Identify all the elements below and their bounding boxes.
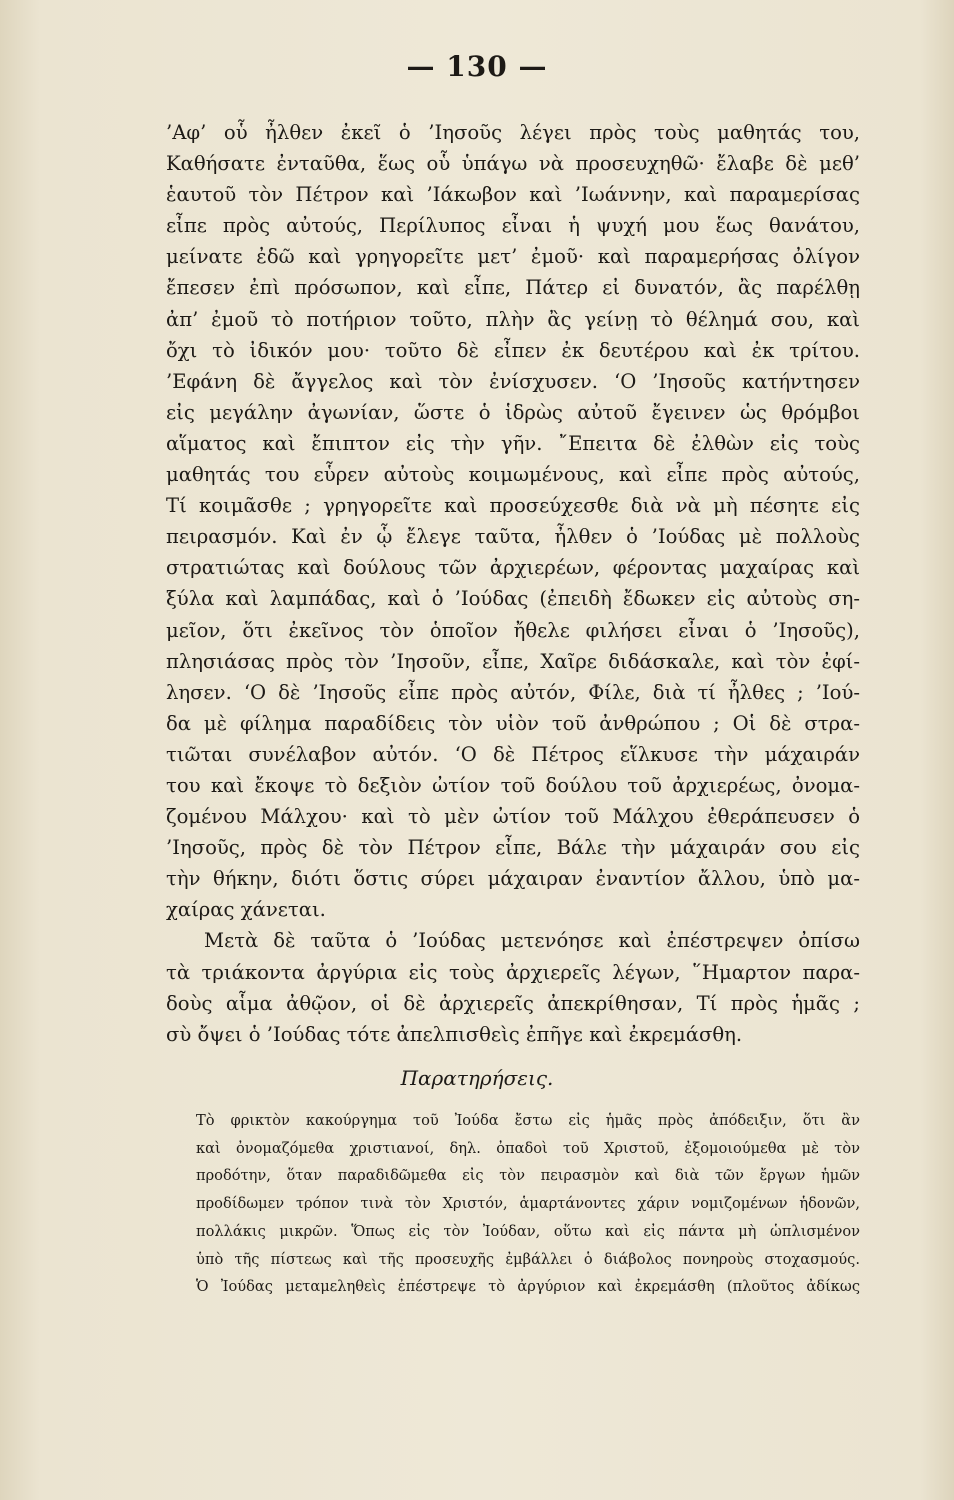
text-line: εἶπε πρὸς αὐτούς, Περίλυπος εἶναι ἡ ψυχή μου ἕως θανάτου,	[166, 214, 860, 238]
text-line: λησεν. ‘Ο δὲ ’Ιησοῦς εἶπε πρὸς αὐτόν, Φίλε, διὰ τί ἦλθες ; ’Ιού-	[166, 680, 860, 704]
text-line: ζομένου Μάλχου· καὶ τὸ μὲν ὠτίον τοῦ Μάλχου ἐθεράπευσεν ὁ	[166, 805, 860, 829]
note-line: προδίδωμεν τρόπον τινὰ τὸν Χριστόν, ἁμαρτάνοντες χάριν νομιζομένων ἡδονῶν,	[196, 1195, 860, 1213]
text-line: πειρασμόν. Καὶ ἐν ᾧ ἔλεγε ταῦτα, ἦλθεν ὁ ’Ιούδας μὲ πολλοὺς	[166, 525, 860, 549]
note-line: πολλάκις μικρῶν. Ὅπως εἰς τὸν Ἰούδαν, οὕτω καὶ εἰς πάντα μὴ ὡπλισμένον	[196, 1222, 860, 1240]
notes-text	[196, 1107, 860, 1301]
text-line: χαίρας χάνεται.	[166, 898, 326, 922]
text-line: αἵματος καὶ ἔπιπτον εἰς τὴν γῆν. ῎Επειτα δὲ ἐλθὼν εἰς τοὺς	[166, 431, 860, 455]
text-line: τιῶται συνέλαβον αὐτόν. ‘Ο δὲ Πέτρος εἵλκυσε τὴν μάχαιράν	[166, 742, 860, 766]
text-line: δοὺς αἷμα ἀθῷον, οἱ δὲ ἀρχιερεῖς ἀπεκρίθησαν, Τί πρὸς ἡμᾶς ;	[166, 991, 860, 1015]
text-line: Τί κοιμᾶσθε ; γρηγορεῖτε καὶ προσεύχεσθε διὰ νὰ μὴ πέσητε εἰς	[166, 494, 860, 518]
note-line: ὑπὸ τῆς πίστεως καὶ τῆς προσευχῆς ἐμβάλλει ὁ διάβολος πονηροὺς στοχασμούς.	[196, 1250, 860, 1268]
text-line: πλησιάσας πρὸς τὸν ’Ιησοῦν, εἶπε, Χαῖρε διδάσκαλε, καὶ τὸν ἐφί-	[166, 649, 860, 673]
note-line: Ὁ Ἰούδας μεταμεληθεὶς ἐπέστρεψε τὸ ἀργύριον καὶ ἐκρεμάσθη (πλοῦτος ἀδίκως	[196, 1278, 860, 1296]
text-line: ’Αφ’ οὗ ἦλθεν ἐκεῖ ὁ ’Ιησοῦς λέγει πρὸς τοὺς μαθητάς του,	[166, 121, 860, 144]
note-line: καὶ ὀνομαζόμεθα χριστιανοί, δηλ. ὀπαδοὶ τοῦ Χριστοῦ, ἐξομοιούμεθα μὲ τὸν	[196, 1139, 860, 1157]
text-line: τὰ τριάκοντα ἀργύρια εἰς τοὺς ἀρχιερεῖς λέγων, ῞Ημαρτον παρα-	[166, 960, 860, 984]
page-number: — 130 —	[406, 50, 548, 83]
text-line: σὺ ὄψει ὁ ’Ιούδας τότε ἀπελπισθεὶς ἐπῆγε καὶ ἐκρεμάσθη.	[166, 1022, 743, 1046]
text-line: τὴν θήκην, διότι ὅστις σύρει μάχαιραν ἐναντίον ἄλλου, ὑπὸ μα-	[166, 867, 860, 891]
text-line: Μετὰ δὲ ταῦτα ὁ ’Ιούδας μετενόησε καὶ ἐπέστρεψεν ὀπίσω	[204, 929, 860, 953]
text-line: ἑαυτοῦ τὸν Πέτρον καὶ ’Ιάκωβον καὶ ’Ιωάννην, καὶ παραμερίσας	[166, 183, 860, 207]
text-line: ἀπ’ ἐμοῦ τὸ ποτήριον τοῦτο, πλὴν ἂς γείνῃ τὸ θέλημά σου, καὶ	[166, 307, 860, 331]
note-line: προδότην, ὅταν παραδιδῶμεθα εἰς τὸν πειρασμὸν καὶ διὰ τῶν ἔργων ἡμῶν	[196, 1167, 860, 1185]
text-line: μαθητάς του εὗρεν αὐτοὺς κοιμωμένους, καὶ εἶπε πρὸς αὐτούς,	[166, 463, 860, 487]
text-line: ’Ιησοῦς, πρὸς δὲ τὸν Πέτρον εἶπε, Βάλε τὴν μάχαιράν σου εἰς	[166, 836, 860, 860]
notes-heading: Παρατηρήσεις.	[400, 1066, 554, 1090]
main-text	[166, 117, 860, 1050]
note-line: Τὸ φρικτὸν κακούργημα τοῦ Ἰούδα ἔστω εἰς ἡμᾶς πρὸς ἀπόδειξιν, ὅτι ἂν	[196, 1112, 860, 1129]
text-line: στρατιώτας καὶ δούλους τῶν ἀρχιερέων, φέροντας μαχαίρας καὶ	[166, 556, 860, 580]
text-line: του καὶ ἔκοψε τὸ δεξιὸν ὠτίον τοῦ δούλου τοῦ ἀρχιερέως, ὀνομα-	[166, 773, 860, 797]
text-line: ξύλα καὶ λαμπάδας, καὶ ὁ ’Ιούδας (ἐπειδὴ ἔδωκεν εἰς αὐτοὺς ση-	[166, 587, 860, 611]
text-line: ὄχι τὸ ἰδικόν μου· τοῦτο δὲ εἶπεν ἐκ δευτέρου καὶ ἐκ τρίτου.	[166, 338, 860, 362]
text-line: ἔπεσεν ἐπὶ πρόσωπον, καὶ εἶπε, Πάτερ εἰ δυνατόν, ἂς παρέλθῃ	[166, 276, 860, 300]
text-line: ’Εφάνη δὲ ἄγγελος καὶ τὸν ἐνίσχυσεν. ‘Ο ’Ιησοῦς κατήντησεν	[166, 369, 860, 393]
text-line: μεῖον, ὅτι ἐκεῖνος τὸν ὁποῖον ἤθελε φιλήσει εἶναι ὁ ’Ιησοῦς),	[166, 618, 860, 642]
text-line: εἰς μεγάλην ἀγωνίαν, ὥστε ὁ ἱδρὼς αὐτοῦ ἔγεινεν ὡς θρόμβοι	[166, 400, 860, 424]
text-line: δα μὲ φίλημα παραδίδεις τὸν υἱὸν τοῦ ἀνθρώπου ; Οἱ δὲ στρα-	[166, 711, 860, 735]
text-line: μείνατε ἐδῶ καὶ γρηγορεῖτε μετ’ ἐμοῦ· καὶ παραμερήσας ὀλίγον	[166, 245, 860, 269]
text-line: Καθήσατε ἐνταῦθα, ἕως οὗ ὑπάγω νὰ προσευχηθῶ· ἔλαβε δὲ μεθ’	[166, 152, 860, 176]
